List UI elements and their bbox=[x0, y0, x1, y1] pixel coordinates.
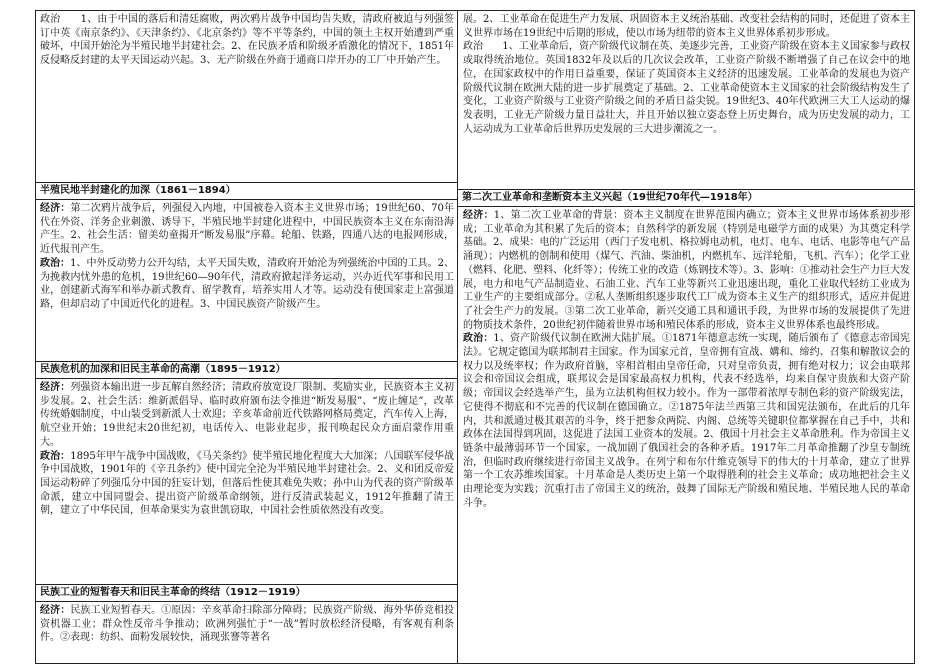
left-column bbox=[36, 11, 458, 663]
paragraph bbox=[40, 13, 454, 68]
paragraph-text: 1、资产阶级代议制在欧洲大陆扩展。①1871年德意志统一实现，随后颁布了《德意志帝国宪法》。它规定德国为联邦制君主国家。作为国家元首，皇帝拥有宣战、媾和、缔约、召集和解散议会的权力以及统率权；作为政府首脑，宰相首相由皇帝任命，只对皇帝负责，拥有绝对权力；议会由联邦议会和帝国议会组成，联邦议会是国家最高权力机构，代表不经选举，均来自保守贵族和大资产阶级；帝国议会经选举产生，虽为立法机构但权力较小。作为一部带着浓厚专制色彩的资产阶级宪法，它使得不彻底和不完善的代议制在德国确立。②1875年法兰西第三共和国宪法颁布，在此后的几年内，共和派通过极其艰苦的斗争，终于把参众两院、内阁、总统等关键职位都掌握在自己手中，共和政体在法国得到巩固，这促进了法国工业资本的发展。2、俄国十月社会主义革命胜利。作为帝国主义链条中最薄弱环节一个国家，一战加剧了俄国社会的各种矛盾。1917年二月革命推翻了沙皇专制统治，但临时政府继续进行帝国主义战争。在列宁和布尔什维克领导下的伟大的十月革命，建立了世界第一个工农苏维埃国家。十月革命是人类历史上第一个取得胜利的社会主义革命；成功地把社会主义由理论变为实践；沉重打击了帝国主义的统治，鼓舞了国际无产阶级和殖民地、半殖民地人民的革命斗争。 bbox=[463, 333, 911, 509]
section-heading: 半殖民地半封建化的加深（1861－1894） bbox=[36, 183, 457, 200]
section-heading: 民族工业的短暂春天和旧民主革命的终结（1912－1919） bbox=[36, 585, 457, 602]
document-sheet bbox=[35, 10, 915, 664]
left-cell-4 bbox=[36, 602, 457, 662]
right-cell-1 bbox=[458, 11, 914, 190]
paragraph bbox=[40, 604, 454, 645]
label-politics: 政治： bbox=[40, 450, 71, 462]
label-economy: 经济： bbox=[40, 382, 71, 393]
label-economy: 经济： bbox=[463, 210, 494, 221]
paragraph bbox=[463, 332, 910, 510]
paragraph-text: 1、中外反动势力公开勾结，太平天国失败，清政府开始沦为列强统治中国的工具。2、为挽救内忧外患的危机，19世纪60—90年代，清政府掀起洋务运动，兴办近代军事和民用工业，创建新式海军和举办新式教育、留学教育，培养实用人才等。运动没有使国家走上富强道路，但却启动了中国近代化的进程。3、中国民族资产阶级产生。 bbox=[40, 257, 454, 310]
paragraph-text: 列强资本输出进一步瓦解自然经济；清政府放宽设厂限制、奖励实业，民族资本主义初步发展。2、社会生活：维新派倡导、临时政府颁布法令推进“断发易服”、“废止缠足”，改革传统婚姻制度，中山装受到新派人士欢迎；辛亥革命前近代铁路网格局奠定，汽车传入上海，航空业开始；19世纪末20世纪初，电话传入、电影业起步，报刊唤起民众方面启蒙作用重大。 bbox=[40, 382, 455, 448]
paragraph bbox=[40, 257, 454, 312]
paragraph-text: 民族工业短暂春天。①原因：辛亥革命扫除部分障碍；民族资产阶级、海外华侨竞相投资机器工业；群众性反帝斗争推动；欧洲列强忙于“一战”暂时放松经济侵略，有客观有利条件。②表现：纺织、面粉发展较快，涌现张謇等著名 bbox=[40, 605, 455, 644]
paragraph bbox=[40, 450, 454, 519]
paragraph bbox=[40, 381, 454, 450]
label-politics: 政治： bbox=[463, 333, 494, 345]
label-economy: 经济： bbox=[40, 203, 71, 214]
label-politics: 政治 bbox=[463, 41, 484, 53]
right-cell-2 bbox=[458, 207, 914, 663]
paragraph-text: 1、由于中国的落后和清廷腐败，两次鸦片战争中国均告失败，清政府被迫与列强签订中英《南京条约》、《天津条约》、《北京条约》等不平等条约，中国的领土主权开始遭到严重破坏，中国开始沦为半殖民地半封建社会。2、在民族矛盾和阶级矛盾激化的情况下，1851年反侵略反封建的太平天国运动兴起。3、无产阶级在外商于通商口岸开办的工厂中开始产生。 bbox=[40, 14, 454, 67]
left-cell-2 bbox=[36, 200, 457, 362]
paragraph-text: 1895年甲午战争中国战败，《马关条约》使半殖民地化程度大大加深；八国联军侵华战争中国战败，1901年的《辛丑条约》使中国完全沦为半殖民地半封建社会。2、义和团反帝爱国运动粉碎了列强瓜分中国的狂妄计划，但落后性使其难免失败；孙中山为代表的资产阶级革命派，建立中国同盟会、提出资产阶级革命纲领，进行反清武装起义，1912年推翻了清王朝，建立了中华民国，但革命果实为袁世凯窃取，中国社会性质依然没有改变。 bbox=[40, 450, 455, 517]
paragraph bbox=[463, 40, 910, 136]
paragraph-text: 展。2、工业革命在促进生产力发展、巩固资本主义统治基础、改变社会结构的同时，还促进了资本主义世界市场在19世纪中后期的形成，使以市场为纽带的资本主义世界体系初步形成。 bbox=[463, 14, 910, 39]
section-heading: 民族危机的加深和旧民主革命的高潮（1895－1912） bbox=[36, 362, 457, 379]
paragraph-text: 第二次鸦片战争后，列强侵入内地，中国被卷入资本主义世界市场；19世纪60、70年代在外资、洋务企业刺激、诱导下，半殖民地半封建化进程中，中国民族资本主义在东南沿海产生。2、社会生活：留美幼童揭开“断发易服”序幕。轮船、铁路，四通八达的电报网形成，近代报刊产生。 bbox=[40, 203, 454, 256]
label-politics: 政治 bbox=[40, 14, 61, 25]
left-cell-3 bbox=[36, 379, 457, 585]
label-economy: 经济： bbox=[40, 605, 71, 616]
paragraph-text: 1、工业革命后，资产阶级代议制在英、美逐步完善，工业资产阶级在资本主义国家参与政权或取得统治地位。英国1832年及以后的几次议会改革，工业资产阶级不断增强了自己在议会中的地位，在国家政权中的作用日益重要，保证了英国资本主义经济的迅速发展。工业革命的发展也为资产阶级代议制在欧洲大陆的进一步扩展奠定了基础。2、工业革命使资本主义国家的社会阶级结构发生了变化，工业资产阶级与工业资产阶级之间的矛盾日益尖锐。19世纪3、40年代欧洲三大工人运动的爆发表明，工业无产阶级力量日益壮大，并且开始以独立姿态登上历史舞台，成为历史发展的动力，工人运动成为工业革命后世界历史发展的三大进步潮流之一。 bbox=[463, 41, 910, 135]
right-column bbox=[458, 11, 914, 663]
left-cell-1 bbox=[36, 11, 457, 183]
paragraph bbox=[463, 13, 910, 40]
label-politics: 政治： bbox=[40, 257, 71, 269]
paragraph bbox=[40, 202, 454, 257]
section-heading: 第二次工业革命和垄断资本主义兴起（19世纪70年代—1918年） bbox=[458, 190, 914, 207]
paragraph-text: 1、第二次工业革命的背景：资本主义制度在世界范围内确立；资本主义世界市场体系初步形成；工业革命为其积累了先后的资本；自然科学的新发展（特别是电磁学方面的成果）为其奠定科学基础。2、成果：电的广泛运用（西门子发电机、格拉姆电动机，电灯、电车、电话、电影等电气产品涌现）；内燃机的创制和使用（煤气、汽油、柴油机，内燃机车、远洋轮船，飞机、汽车）；化学工业（燃料、化肥、塑料、化纤等）；传统工业的改造（炼钢技术等）。3、影响：①推动社会生产力巨大发展，电力和电气产品制造业、石油工业、汽车工业等新兴工业迅速出现，重化工业取代轻纺工业成为工业生产的主要组成部分。②私人垄断组织逐步取代工厂成为资本主义生产的组织形式，适应并促进了社会生产力的发展。③第二次工业革命，新兴交通工具和通讯手段，为世界市场的发展提供了先进的物质技术条件，20世纪初伴随着世界市场和殖民体系的形成，资本主义世界体系也最终形成。 bbox=[463, 210, 910, 331]
paragraph bbox=[463, 209, 910, 332]
